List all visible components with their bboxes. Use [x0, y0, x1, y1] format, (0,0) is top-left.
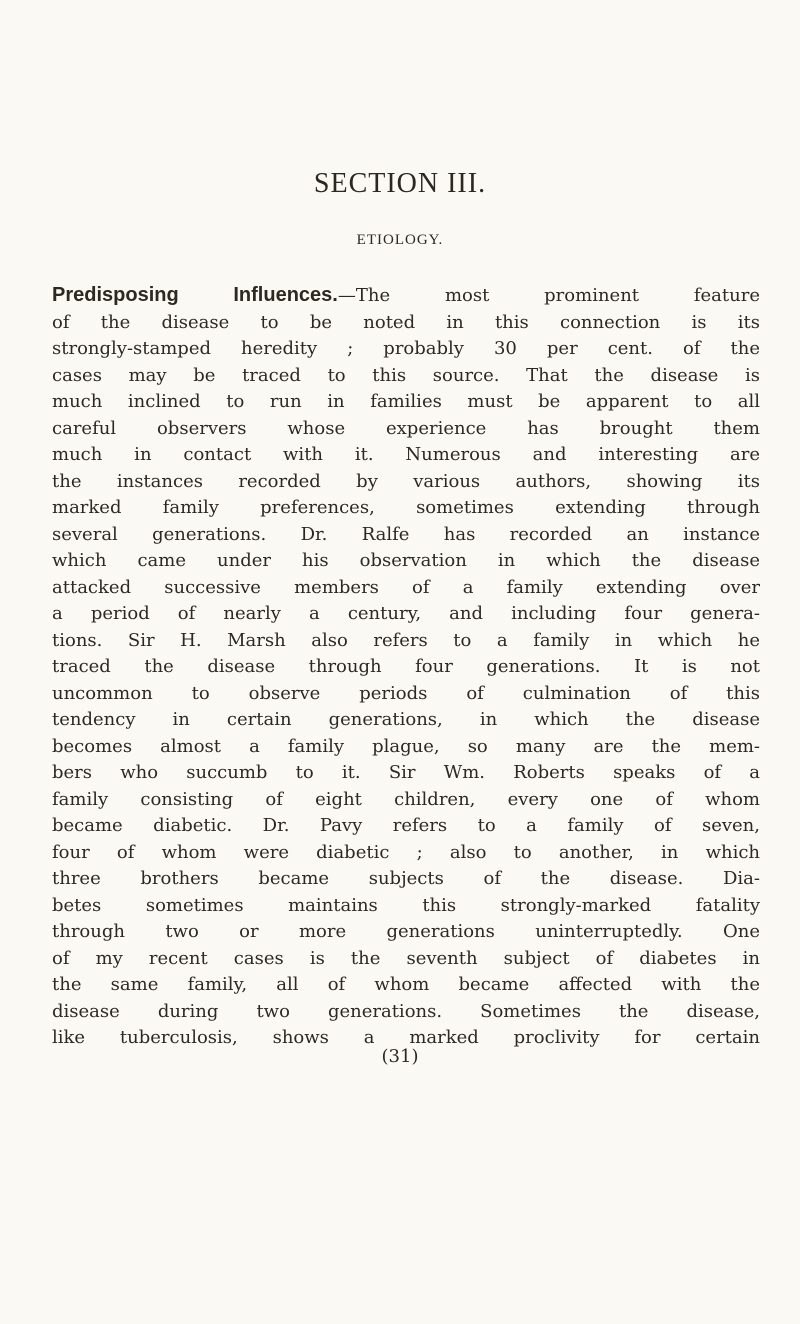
paragraph-line: family consisting of eight children, every one of whom — [52, 788, 760, 810]
paragraph-line: strongly-stamped heredity ; probably 30 per cent. of the — [52, 338, 760, 359]
paragraph-line: three brothers became subjects of the disease. Dia- — [52, 868, 760, 889]
paragraph-line: tendency in certain generations, in which the disease — [52, 709, 760, 730]
paragraph-line: the instances recorded by various authors, showing its — [52, 470, 760, 492]
paragraph-line: tions. Sir H. Marsh also refers to a family in which he — [52, 629, 760, 651]
paragraph-line: much in contact with it. Numerous and interesting are — [52, 444, 760, 465]
paragraph-line: a period of nearly a century, and including four genera- — [52, 603, 760, 624]
section-subtitle: ETIOLOGY. — [356, 232, 444, 248]
paragraph-line: the same family, all of whom became affected with the — [52, 974, 760, 995]
paragraph-line: which came under his observation in which the disease — [52, 550, 760, 571]
paragraph-line: like tuberculosis, shows a marked proclivity for certain — [52, 1027, 760, 1048]
paragraph-line: became diabetic. Dr. Pavy refers to a family of seven, — [52, 815, 760, 836]
section-title: SECTION III. — [313, 168, 487, 199]
paragraph-line: much inclined to run in families must be apparent to all — [52, 391, 760, 412]
paragraph-line: attacked successive members of a family extending over — [52, 576, 760, 598]
paragraph-line: marked family preferences, sometimes extending through — [52, 497, 760, 518]
paragraph-lead: Predisposing Influences. — [52, 284, 338, 306]
paragraph-line: Predisposing Influences.—The most prominent feature — [52, 284, 760, 306]
paragraph-line: betes sometimes maintains this strongly-marked fatality — [52, 894, 760, 916]
paragraph-line: through two or more generations uninterruptedly. One — [52, 921, 760, 942]
paragraph-line: of my recent cases is the seventh subject of diabetes in — [52, 947, 760, 969]
paragraph-line: bers who succumb to it. Sir Wm. Roberts speaks of a — [52, 762, 760, 783]
paragraph-line: careful observers whose experience has brought them — [52, 417, 760, 439]
paragraph-line: uncommon to observe periods of culmination of this — [52, 682, 760, 704]
paragraph-line: several generations. Dr. Ralfe has recorded an instance — [52, 523, 760, 545]
paragraph-line: four of whom were diabetic ; also to another, in which — [52, 841, 760, 863]
paragraph-line: of the disease to be noted in this connection is its — [52, 311, 760, 333]
page-number: (31) — [381, 1046, 419, 1067]
paragraph-line: disease during two generations. Sometimes the disease, — [52, 1000, 760, 1022]
body-paragraph — [52, 282, 760, 1052]
paragraph-line: cases may be traced to this source. That the disease is — [52, 364, 760, 386]
paragraph-line: traced the disease through four generations. It is not — [52, 656, 760, 677]
paragraph-line: becomes almost a family plague, so many are the mem- — [52, 735, 760, 757]
